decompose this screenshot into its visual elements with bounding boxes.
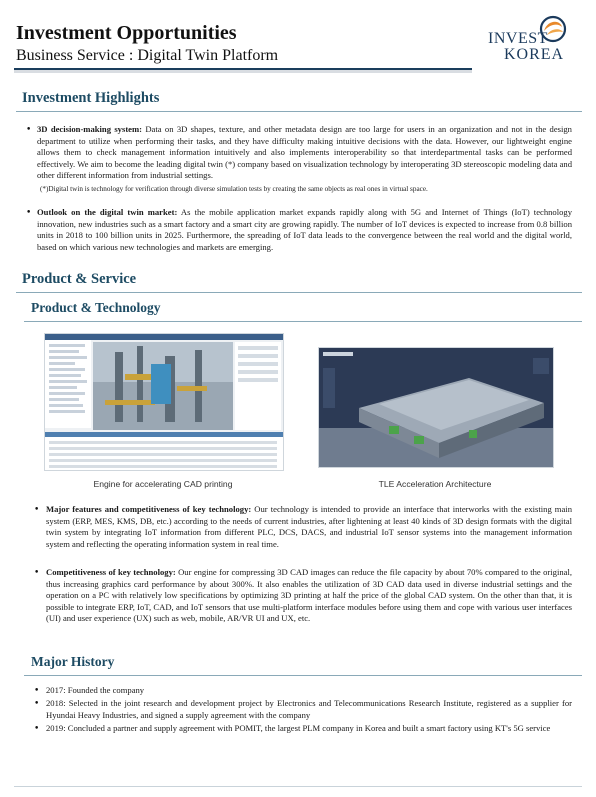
history-item: 2019: Concluded a partner and supply agreement with POMIT, the largest PLM company in Korea and built a smart factory using KT's 5G service: [46, 723, 551, 733]
section-heading-highlights: Investment Highlights: [22, 90, 160, 106]
footnote: (*)Digital twin is technology for verification through diverse simulation tests by creating the same objects as real ones in virtual space.: [40, 185, 428, 193]
header-rule-shadow: [14, 70, 472, 73]
section-rule: [16, 111, 582, 112]
logo-text-korea: KOREA: [504, 46, 565, 63]
section-rule: [16, 292, 582, 293]
subsection-heading-technology: Product & Technology: [31, 300, 161, 315]
logo-text-invest: INVEST: [488, 30, 548, 47]
page-subtitle: Business Service : Digital Twin Platform: [16, 47, 279, 64]
highlight-item-outlook: [37, 207, 572, 253]
cad-engine-illustration: [45, 334, 283, 470]
bullet-icon: •: [34, 686, 40, 696]
product-item-features: [46, 504, 572, 550]
product-item-label: Competitiveness of key technology:: [46, 567, 176, 577]
history-item: 2017: Founded the company: [46, 685, 145, 695]
bullet-icon: •: [26, 125, 32, 135]
image-caption-left: Engine for accelerating CAD printing: [93, 479, 233, 489]
cad-engine-screenshot: [44, 333, 284, 471]
page-title: Investment Opportunities: [16, 22, 237, 44]
highlight-item-text: Data on 3D shapes, texture, and other metadata design are too large for users in an organization and not in the design department to utilize when performing their tasks, and they have difficulty making intuitive decisions with the data. However, our lightweight engine allows them to check management information intuitively and also implements interoperability so that interdepartmental tasks can be performed effectively. We aim to become the leading digital twin (*) company based on visualization technology by interoperating 3D stereoscopic modeling data and other different information from industrial settings.: [37, 124, 572, 181]
product-item-competitiveness: [46, 567, 572, 625]
bullet-icon: •: [34, 505, 40, 515]
highlight-item-text: As the mobile application market expands rapidly along with 5G and Internet of Things (IoT) technology innovation, new industries such as a smart factory and a smart city are growing rapidly. The number of IoT devices is expected to increase from 0.8 billion units in 2018 to 100 billion units in 2025. Furthermore, the spreading of IoT data leads to the convergence between the real world and the digital world, based on which various new technologies and markets are emerging.: [37, 207, 572, 252]
tle-architecture-image: [318, 347, 554, 468]
section-heading-product: Product & Service: [22, 271, 137, 287]
page-bottom-rule: [14, 786, 582, 787]
tle-architecture-illustration: [319, 348, 553, 467]
bullet-icon: •: [34, 724, 40, 734]
bullet-icon: •: [34, 699, 40, 709]
invest-korea-logo: [486, 14, 586, 64]
bullet-icon: •: [34, 568, 40, 578]
highlight-item-label: 3D decision-making system:: [37, 124, 143, 134]
history-item: 2018: Selected in the joint research and development project by Electronics and Telecommunications Research Institute, registered as a supplier for Hyundai Heavy Industries, and signed a supply agreement with the company: [46, 698, 572, 720]
highlight-item-label: Outlook on the digital twin market:: [37, 207, 178, 217]
subsection-rule: [24, 321, 582, 322]
product-item-text: Our technology is intended to provide an interface that interworks with the existing main system (ERP, MES, KMS, DB, etc.) according to the needs of current industries, after lightening at least 40 kinds of 3D design formats with the digital twin system by integrating IoT information from different PLC, DCS, DACS, and industrial IoT sensor systems into the management information system and reflecting the operating information system in real time.: [46, 504, 572, 549]
section-heading-history: Major History: [31, 654, 115, 669]
section-rule: [24, 675, 582, 676]
product-item-text: Our engine for compressing 3D CAD images can reduce the file capacity by about 70% compared to the original, thus increasing graphics card performance by about 300%. It also enables the utilization of 3D CAD data used in diverse industrial settings and the operation on a PC with relatively low specifications by optimizing 3D printing at half the price of the global CAD system. On the other than that, it is possible to integrate ERP, IoT, CAD, and IoT sensors that use multi-platform interface modules before using them and cope with various user interfaces (UI) and user experience (UX) such as web, mobile, AR/VR UI and UX, etc.: [46, 567, 572, 624]
image-caption-right: TLE Acceleration Architecture: [378, 479, 492, 489]
bullet-icon: •: [26, 208, 32, 218]
page-header: [0, 0, 596, 72]
product-item-label: Major features and competitiveness of key technology:: [46, 504, 252, 514]
highlight-item-3d: [37, 124, 572, 182]
